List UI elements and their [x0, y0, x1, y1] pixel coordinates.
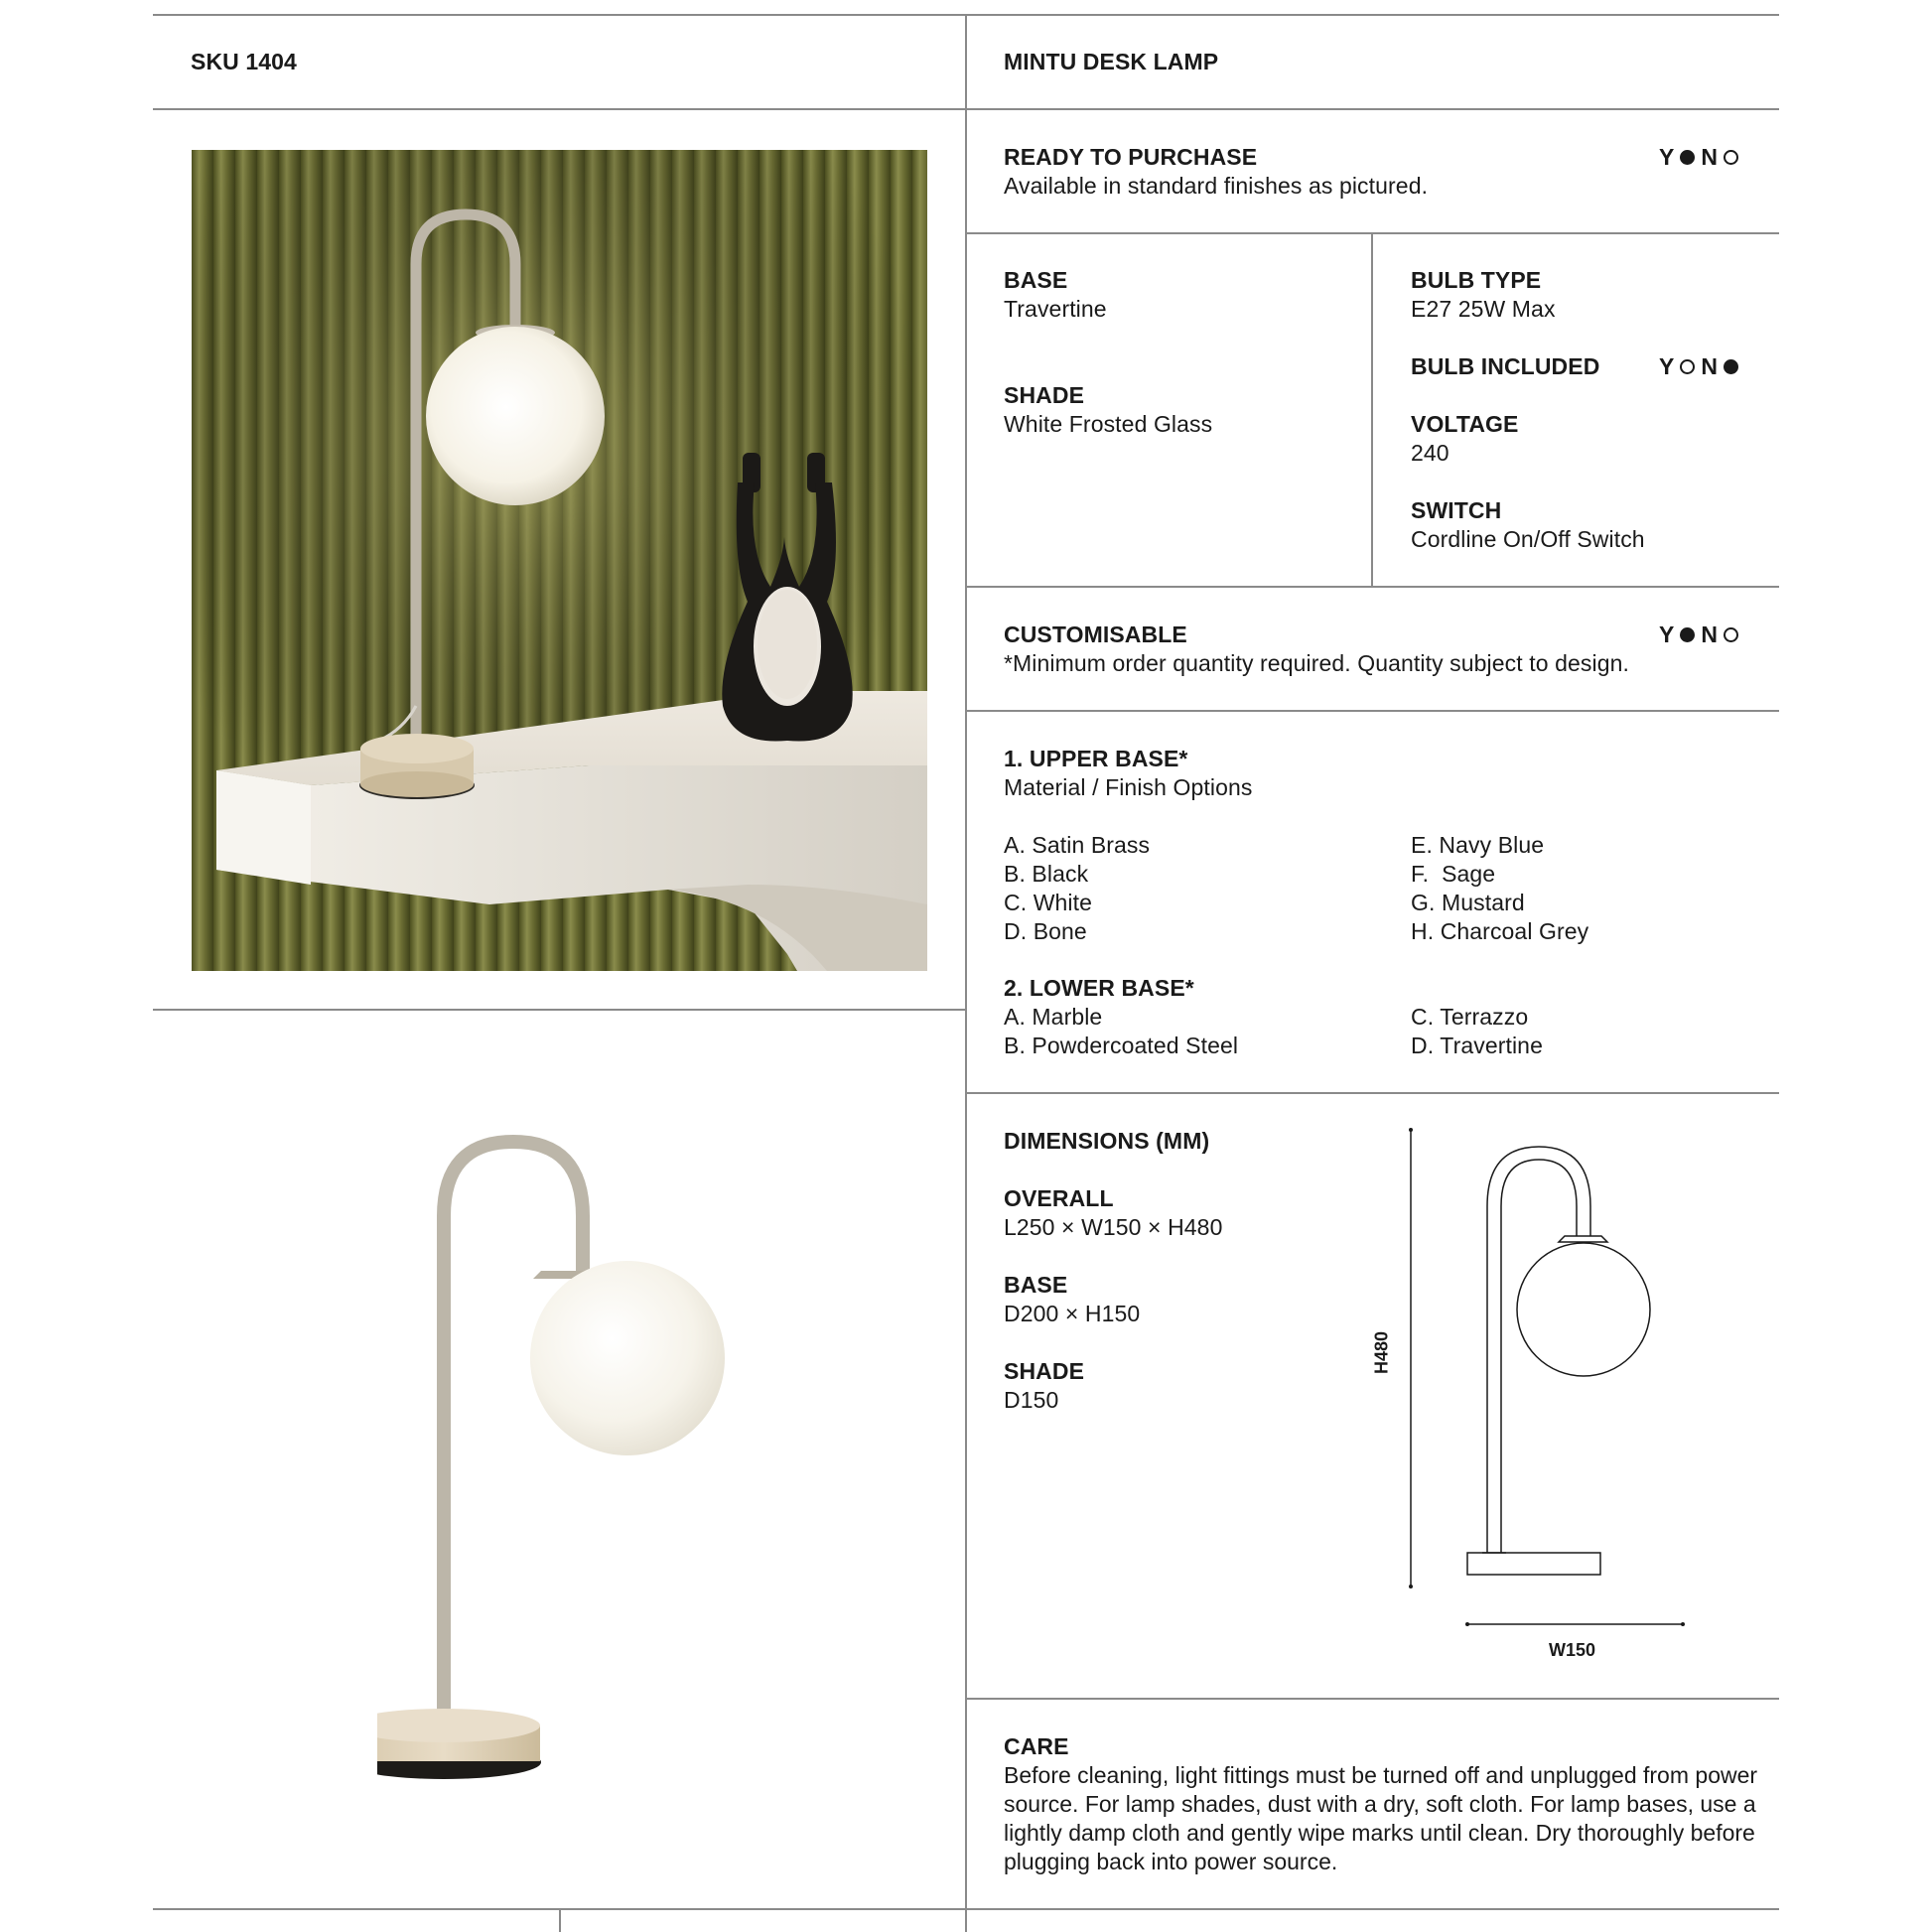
overall-value: L250 × W150 × H480 — [1004, 1214, 1223, 1240]
voltage-label: VOLTAGE — [1411, 411, 1519, 437]
no-label: N — [1701, 353, 1718, 379]
lifestyle-photo-graphic — [192, 150, 927, 971]
rule-photo-bottom — [153, 1009, 965, 1011]
lifestyle-photo — [192, 150, 927, 971]
option-item: A. Satin Brass — [1004, 832, 1151, 858]
dimensions-title: DIMENSIONS (MM) — [1004, 1128, 1210, 1154]
option-item: B. Black — [1004, 861, 1089, 887]
dimension-drawing — [1370, 1122, 1698, 1678]
outline-base — [1467, 1553, 1600, 1575]
no-label: N — [1701, 144, 1718, 170]
overall-label: OVERALL — [1004, 1185, 1114, 1211]
yes-radio-filled-icon — [1680, 627, 1695, 642]
lamp-globe — [426, 327, 605, 505]
outline-globe — [1517, 1243, 1650, 1376]
care-text: Before cleaning, light fittings must be turned off and unplugged from power source. For lamp shades, dust with a dry, soft cloth. For lamp bases, use a lightly damp cloth and gently wipe marks until clean. Dry thoroughly before plugging back into power source. — [1004, 1762, 1758, 1874]
sku-label: SKU 1404 — [191, 49, 297, 74]
yes-label: Y — [1659, 144, 1675, 170]
option-item: H. Charcoal Grey — [1411, 918, 1589, 944]
dimension-drawing-svg — [1370, 1122, 1698, 1678]
no-radio-filled-icon — [1724, 359, 1738, 374]
customisable-label: CUSTOMISABLE — [1004, 621, 1187, 647]
cutout-stem — [444, 1142, 583, 1723]
switch-label: SWITCH — [1411, 497, 1502, 523]
switch-value: Cordline On/Off Switch — [1411, 526, 1645, 552]
no-radio-empty-icon — [1724, 627, 1738, 642]
option-item: A. Marble — [1004, 1004, 1103, 1030]
shade-value: White Frosted Glass — [1004, 411, 1213, 437]
bulb-included-label: BULB INCLUDED — [1411, 353, 1600, 379]
bulb-type-value: E27 25W Max — [1411, 296, 1556, 322]
bulb-included-yn — [1659, 352, 1740, 381]
product-cutout-graphic — [377, 1122, 755, 1797]
width-tag: W150 — [1549, 1640, 1596, 1660]
lower-base-title: 2. LOWER BASE* — [1004, 975, 1194, 1001]
option-item: C. White — [1004, 890, 1092, 915]
dim-base-value: D200 × H150 — [1004, 1301, 1141, 1326]
rule-dimensions-bottom — [965, 1698, 1779, 1700]
rule-page-bottom — [153, 1908, 1779, 1910]
option-item: E. Navy Blue — [1411, 832, 1545, 858]
care-label: CARE — [1004, 1733, 1069, 1759]
option-item: C. Terrazzo — [1411, 1004, 1529, 1030]
shade-label: SHADE — [1004, 382, 1085, 408]
yes-label: Y — [1659, 353, 1675, 379]
bulb-type-label: BULB TYPE — [1411, 267, 1542, 293]
option-item: D. Bone — [1004, 918, 1087, 944]
rule-custom-bottom — [965, 710, 1779, 712]
ready-to-purchase-label: READY TO PURCHASE — [1004, 144, 1258, 170]
option-item: B. Powdercoated Steel — [1004, 1033, 1239, 1058]
base-label: BASE — [1004, 267, 1068, 293]
height-tag: H480 — [1371, 1330, 1392, 1375]
option-item: D. Travertine — [1411, 1033, 1543, 1058]
base-value: Travertine — [1004, 296, 1107, 322]
option-item: F. Sage — [1411, 861, 1496, 887]
dim-shade-value: D150 — [1004, 1387, 1059, 1413]
ready-to-purchase-yn — [1659, 143, 1740, 172]
ready-to-purchase-desc: Available in standard finishes as pictured. — [1004, 173, 1429, 199]
outline-stem-inner — [1501, 1160, 1577, 1553]
customisable-desc: *Minimum order quantity required. Quantity subject to design. — [1004, 650, 1629, 676]
dim-shade-label: SHADE — [1004, 1358, 1085, 1384]
outline-stem-outer — [1487, 1147, 1590, 1553]
upper-base-subtitle: Material / Finish Options — [1004, 774, 1253, 800]
rule-footer-split — [559, 1908, 561, 1932]
rule-options-bottom — [965, 1092, 1779, 1094]
no-radio-empty-icon — [1724, 150, 1738, 165]
option-item: G. Mustard — [1411, 890, 1525, 915]
cutout-globe — [530, 1261, 725, 1455]
product-title: MINTU DESK LAMP — [1004, 49, 1219, 74]
dim-base-label: BASE — [1004, 1272, 1068, 1298]
voltage-value: 240 — [1411, 440, 1449, 466]
upper-base-title: 1. UPPER BASE* — [1004, 746, 1188, 771]
customisable-yn — [1659, 621, 1740, 649]
rule-specs-bottom — [965, 586, 1779, 588]
yes-label: Y — [1659, 621, 1675, 647]
yes-radio-filled-icon — [1680, 150, 1695, 165]
product-cutout — [377, 1122, 755, 1797]
yes-radio-empty-icon — [1680, 359, 1695, 374]
no-label: N — [1701, 621, 1718, 647]
rule-specs-split — [1371, 232, 1373, 587]
rule-center — [965, 14, 967, 1932]
